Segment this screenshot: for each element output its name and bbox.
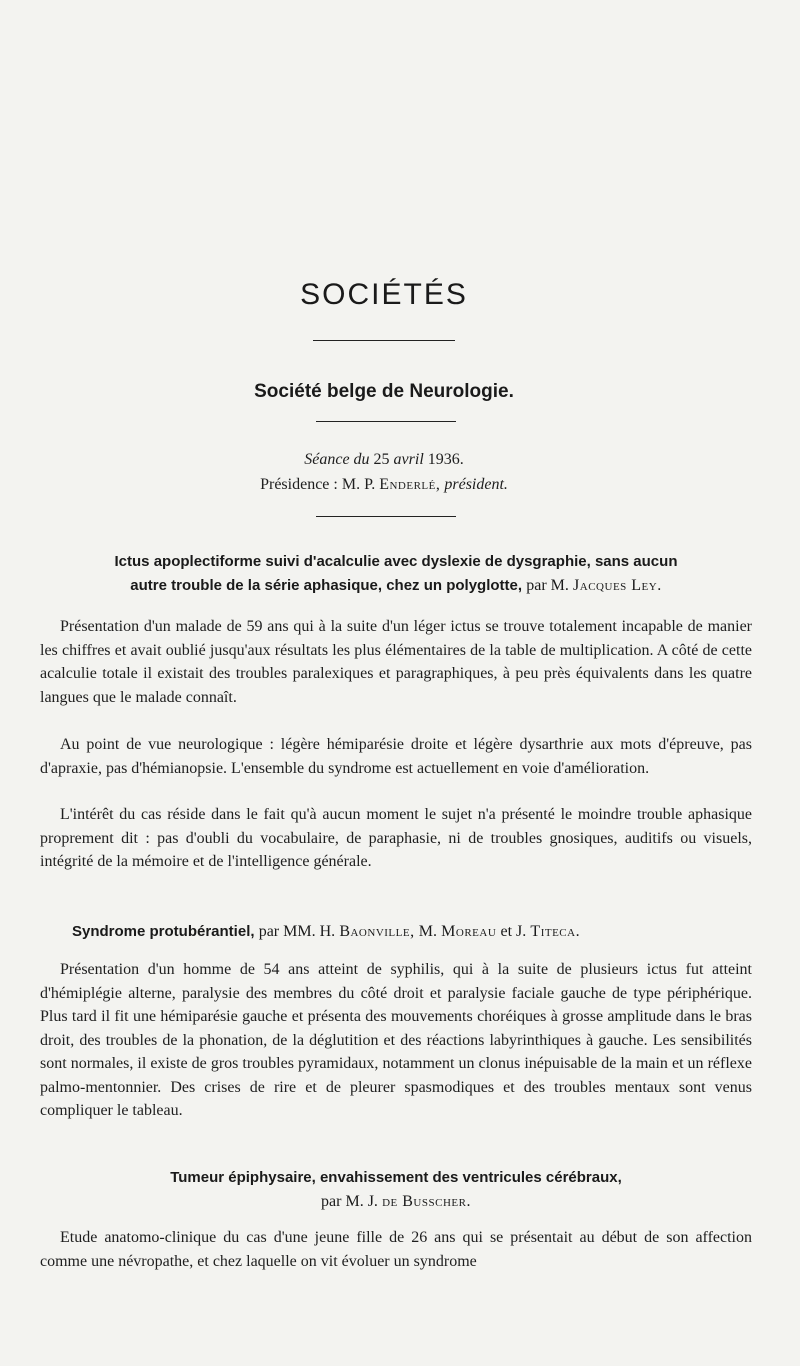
session-presidence: [0, 476, 768, 494]
session-day: 25: [373, 451, 390, 468]
article-title-continued: autre trouble de la série aphasique, chez un polyglotte,: [130, 577, 523, 594]
article-paragraph: Etude anatomo-clinique du cas d'une jeune fille de 26 ans qui se présentait au début de son affection comme une névropathe, et chez laquelle on vit évoluer un syndrome: [40, 1229, 752, 1270]
article-author: Titeca.: [530, 923, 581, 940]
article-paragraph: Présentation d'un homme de 54 ans atteint de syphilis, qui à la suite de plusieurs ictus fut atteint d'hémiplégie alterne, paralysie des membres du côté droit et paralysie faciale gauche de type périphérique. Plus tard il fit une hémiparésie gauche et présenta des mouvements choréiques à grosse amplitude dans le bras droit, des troubles de la phonation, de la déglutition et des réactions labyrinthiques à gauche. Les sensibilités sont normales, il existe de gros troubles pyramidaux, notamment un clonus inépuisable de la main et un réflexe palmo-mentonnier. Des crises de rire et de pleurer spasmodiques et des troubles mentaux sont venus compliquer le tableau.: [40, 961, 752, 1119]
article-author: Baonville,: [339, 923, 415, 940]
article-title-line: [36, 574, 756, 598]
president-role: président.: [444, 476, 508, 493]
article-author: Jacques Ley.: [573, 577, 662, 594]
article-paragraph: L'intérêt du cas réside dans le fait qu'à aucun moment le sujet n'a présenté le moindre trouble aphasique proprement dit : pas d'oubli du vocabulaire, de paraphasie, ni de troubles gnosiques, auditifs ou visuels, intégrité de la mémoire et de l'intelligence générale.: [40, 806, 752, 870]
article-paragraph: Au point de vue neurologique : légère hémiparésie droite et légère dysarthrie aux mots d'épreuve, pas d'apraxie, pas d'hémianopsie. L'ensemble du syndrome est actuellement en voie d'amélioration.: [40, 736, 752, 777]
article-author-prefix: par MM. H.: [258, 923, 336, 940]
society-title: Société belge de Neurologie.: [254, 381, 514, 402]
article-heading: [72, 920, 792, 944]
page-title: SOCIÉTÉS: [300, 278, 468, 311]
title-divider: [313, 340, 455, 341]
session-divider: [316, 516, 456, 517]
article-title-line: Ictus apoplectiforme suivi d'acalculie avec dyslexie de dysgraphie, sans aucun: [114, 553, 678, 570]
article-author: de Busscher.: [382, 1193, 471, 1210]
session-date: [0, 451, 768, 469]
article-author-connector: M.: [418, 923, 437, 940]
session-date-label: Séance du: [304, 451, 370, 468]
presidence-label: Présidence : M. P.: [260, 476, 376, 493]
article-heading: [36, 1166, 756, 1214]
article-title: Syndrome protubérantiel,: [72, 923, 255, 940]
article-author-prefix: par M.: [526, 577, 569, 594]
article-author-line: [36, 1190, 756, 1214]
session-month: avril: [393, 451, 424, 468]
session-year: 1936.: [427, 451, 464, 468]
article-author-connector: et J.: [500, 923, 527, 940]
article-paragraph: Présentation d'un malade de 59 ans qui à la suite d'un léger ictus se trouve totalement incapable de manier les chiffres et avait oublié jusqu'aux résultats les plus élémentaires de la table de multiplication. A côté de cette acalculie totale il existait des troubles paralexiques et paragraphiques, à peu près équivalents dans les quatre langues que le malade connaît.: [40, 618, 752, 706]
society-divider: [316, 421, 456, 422]
article-author: Moreau: [441, 923, 497, 940]
article-heading: [36, 550, 756, 598]
president-name: Enderlé,: [379, 476, 441, 493]
article-author-prefix: par M. J.: [321, 1193, 378, 1210]
article-title: Tumeur épiphysaire, envahissement des ventricules cérébraux,: [170, 1169, 622, 1186]
